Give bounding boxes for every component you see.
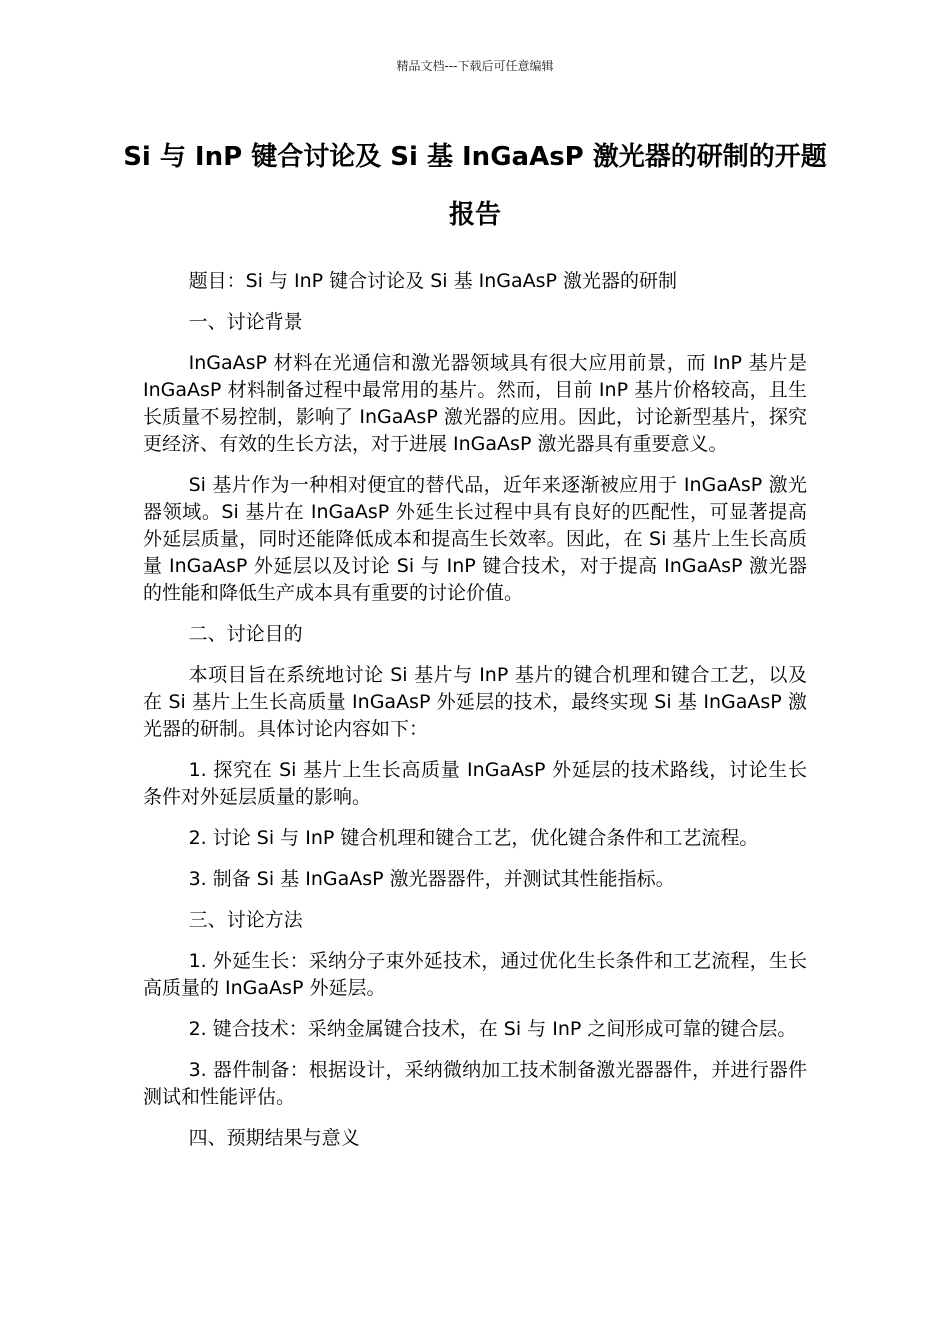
method-item-1: 1. 外延生长：采纳分子束外延技术，通过优化生长条件和工艺流程，生长高质量的 InGaAsP 外延层。 [143,950,807,999]
method-item-3: 3. 器件制备：根据设计，采纳微纳加工技术制备激光器器件，并进行器件测试和性能评估。 [143,1059,807,1108]
purpose-item-2: 2. 讨论 Si 与 InP 键合机理和键合工艺，优化键合条件和工艺流程。 [188,827,759,849]
method-item-2: 2. 键合技术：采纳金属键合技术，在 Si 与 InP 之间形成可靠的键合层。 [188,1018,797,1040]
section-heading-method: 三、讨论方法 [188,909,303,931]
document-body [143,268,807,1166]
purpose-paragraph: 本项目旨在系统地讨论 Si 基片与 InP 基片的键合机理和键合工艺，以及在 Si 基片上生长高质量 InGaAsP 外延层的技术，最终实现 Si 基 InGaAsP 激光器的研制。具体讨论内容如下： [143,664,807,740]
topic-line: 题目：Si 与 InP 键合讨论及 Si 基 InGaAsP 激光器的研制 [188,270,678,292]
section-heading-expected-results: 四、预期结果与意义 [188,1127,360,1149]
background-paragraph-2: Si 基片作为一种相对便宜的替代品，近年来逐渐被应用于 InGaAsP 激光器领域。Si 基片在 InGaAsP 外延生长过程中具有良好的匹配性，可显著提高外延层质量，同时还能降低成本和提高生长效率。因此，在 Si 基片上生长高质量 InGaAsP 外延层以及讨论 Si 与 InP 键合技术，对于提高 InGaAsP 激光器的性能和降低生产成本具有重要的讨论价值。 [143,474,807,604]
background-paragraph-1: InGaAsP 材料在光通信和激光器领域具有很大应用前景，而 InP 基片是 InGaAsP 材料制备过程中最常用的基片。然而，目前 InP 基片价格较高，且生长质量不易控制，影响了 InGaAsP 激光器的应用。因此，讨论新型基片，探究更经济、有效的生长方法，对于进展 InGaAsP 激光器具有重要意义。 [143,352,807,455]
purpose-item-1: 1. 探究在 Si 基片上生长高质量 InGaAsP 外延层的技术路线，讨论生长条件对外延层质量的影响。 [143,759,807,808]
section-heading-background: 一、讨论背景 [188,311,303,333]
document-title: Si 与 InP 键合讨论及 Si 基 InGaAsP 激光器的研制的开题报告 [123,142,827,230]
section-heading-purpose: 二、讨论目的 [188,623,303,645]
page-header-note: 精品文档---下载后可任意编辑 [396,59,554,73]
purpose-item-3: 3. 制备 Si 基 InGaAsP 激光器器件，并测试其性能指标。 [188,868,675,890]
